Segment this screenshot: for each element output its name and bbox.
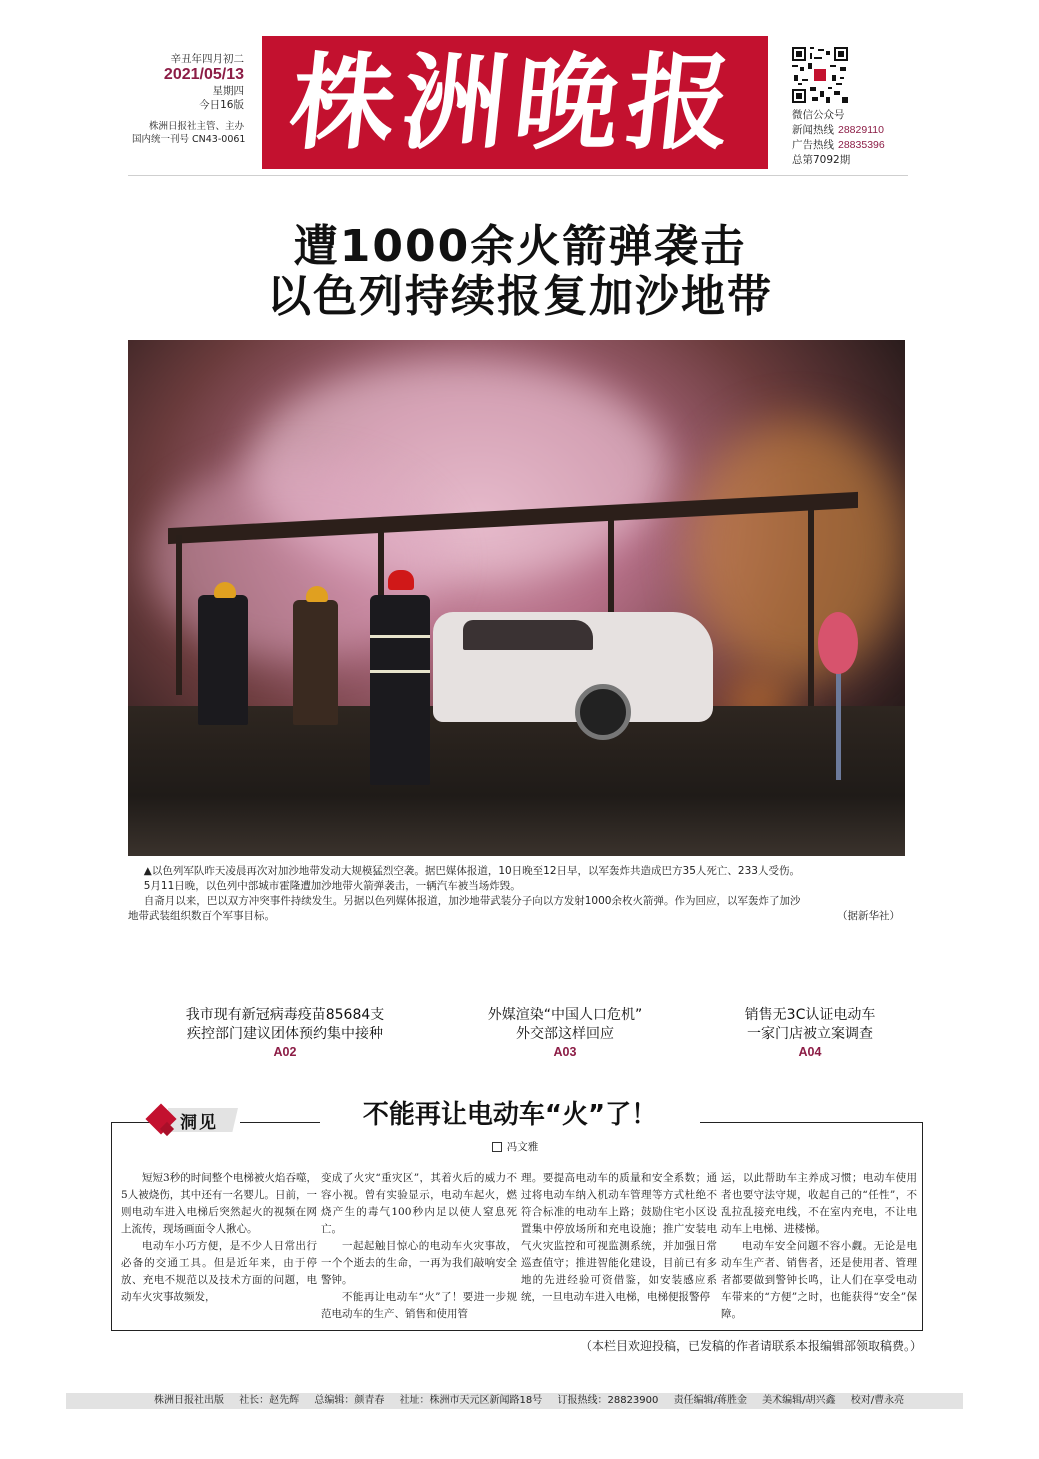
- masthead-right-info: [792, 47, 942, 168]
- masthead-left-info: [132, 52, 244, 146]
- lead-photo[interactable]: [128, 340, 905, 856]
- no-entry-sign: [818, 612, 858, 674]
- issue-number: 总第7092期: [792, 154, 851, 166]
- footer-subscription: 订报热线：28823900: [557, 1395, 659, 1406]
- footer-responsible-editor: 责任编辑/蒋胜金: [673, 1395, 747, 1406]
- caption-paragraph: 5月11日晚，以色列中部城市霍隆遭加沙地带火箭弹袭击，一辆汽车被当场炸毁。: [143, 880, 521, 892]
- firefighter: [293, 600, 338, 725]
- issue-date: 2021/05/13: [163, 66, 244, 83]
- body-paragraph: 电动车安全问题不容小觑。无论是电动车生产者、销售者，还是使用者、管理者都要做到警钟长鸣，让人们在享受电动车带来的“方便”之时，也能获得“安全”保障。: [721, 1240, 917, 1320]
- body-paragraph: 理。要提高电动车的质量和安全系数；通过将电动车纳入机动车管理等方式杜绝不符合标准的电动车上路；鼓励住宅小区设置集中停放场所和充电设施；推广安装电气火灾监控和可视监测系统，并加强日常巡查值守；推进智能化建设，目前已有多地的先进经验可资借鉴，如安装感应系统，一旦电动车进入电梯，电梯便报警停: [521, 1172, 717, 1303]
- news-hotline-row: [792, 123, 942, 138]
- firefighter: [198, 595, 248, 725]
- teaser-line: 外媒渲染“中国人口危机”: [487, 1007, 643, 1023]
- teaser-line: 一家门店被立案调查: [747, 1026, 873, 1042]
- news-hotline-number: 28829110: [838, 124, 884, 136]
- text-column: [721, 1170, 917, 1323]
- teaser-page-ref: A03: [553, 1045, 577, 1059]
- caption-source: （据新华社）: [837, 910, 900, 922]
- masthead-divider: [128, 175, 908, 176]
- caption-paragraph: 自斋月以来，巴以双方冲突事件持续发生。另据以色列媒体报道，加沙地带武装分子向以方发射1000余枚火箭弹。作为回应，以军轰炸了加沙: [143, 895, 801, 907]
- teaser-line: 外交部这样回应: [516, 1026, 614, 1042]
- weekday: 星期四: [212, 85, 244, 97]
- ad-hotline-number: 28835396: [838, 139, 885, 151]
- teaser-a02[interactable]: [160, 1006, 410, 1060]
- body-paragraph: 不能再让电动车“火”了！要进一步规范电动车的生产、销售和使用管: [321, 1291, 517, 1320]
- serial-number: 国内统一刊号 CN43-0061: [132, 134, 246, 145]
- text-column: [321, 1170, 517, 1323]
- publisher-line: 株洲日报社主管、主办: [148, 121, 244, 132]
- box-top-rule: [240, 1122, 320, 1123]
- footer-proofreader: 校对/曹永亮: [850, 1395, 905, 1406]
- ad-hotline-label: 广告热线: [792, 139, 834, 151]
- body-paragraph: 变成了火灾“重灾区”，其着火后的威力不容小视。曾有实验显示，电动车起火，燃烧产生的毒气100秒内足以使人窒息死亡。: [321, 1172, 517, 1235]
- body-paragraph: 短短3秒的时间整个电梯被火焰吞噬，5人被烧伤，其中还有一名婴儿。日前，一则电动车进入电梯后突然起火的视频在网上流传，现场画面令人揪心。: [121, 1172, 317, 1235]
- photo-caption: [128, 864, 908, 924]
- teaser-a03[interactable]: [465, 1006, 665, 1060]
- box-top-rule: [700, 1122, 922, 1123]
- teaser-line: 销售无3C认证电动车: [744, 1007, 876, 1023]
- column-tag: [148, 1106, 238, 1134]
- firefighter: [370, 595, 430, 785]
- commentary-byline: [420, 1139, 610, 1154]
- wechat-label: 微信公众号: [792, 109, 845, 121]
- footer-address: 社址：株洲市天元区新闻路18号: [399, 1395, 543, 1406]
- lead-headline[interactable]: [120, 222, 920, 322]
- footer-publisher: 株洲日报社出版: [154, 1395, 224, 1406]
- body-paragraph: 运，以此帮助车主养成习惯；电动车使用者也要守法守规，收起自己的“任性”，不乱拉乱接充电线，不在室内充电，不让电动车上电梯、进楼梯。: [721, 1172, 917, 1235]
- caption-paragraph: ▲以色列军队昨天凌晨再次对加沙地带发动大规模猛烈空袭。据巴媒体报道，10日晚至12日早，以军轰炸共造成巴方35人死亡、233人受伤。: [143, 865, 800, 877]
- lunar-date: 辛丑年四月初二: [170, 53, 244, 65]
- ad-hotline-row: [792, 138, 942, 153]
- wet-street: [128, 706, 905, 856]
- teaser-page-ref: A02: [273, 1045, 297, 1059]
- logo-text: 株洲晚报: [284, 40, 746, 164]
- teaser-page-ref: A04: [798, 1045, 822, 1059]
- text-column: [521, 1170, 717, 1323]
- commentary-body: [121, 1170, 921, 1323]
- body-paragraph: 电动车小巧方便，是不少人日常出行必备的交通工具。但是近年来，由于停放、充电不规范以及技术方面的问题，电动车火灾事故频发，: [121, 1240, 317, 1303]
- teaser-a04[interactable]: [720, 1006, 900, 1060]
- page-teasers: [160, 1006, 900, 1060]
- author-name: 冯文雅: [506, 1141, 539, 1153]
- caption-paragraph: 地带武装组织数百个军事目标。: [128, 910, 275, 922]
- news-hotline-label: 新闻热线: [792, 124, 834, 136]
- wechat-qr-code-icon[interactable]: [792, 47, 848, 103]
- footer-president: 社长：赵先辉: [239, 1395, 300, 1406]
- teaser-line: 疾控部门建议团体预约集中接种: [187, 1026, 383, 1042]
- submission-note: （本栏目欢迎投稿，已发稿的作者请联系本报编辑部领取稿费。）: [579, 1339, 922, 1353]
- text-column: [121, 1170, 317, 1323]
- footer-art-editor: 美术编辑/胡兴鑫: [762, 1395, 836, 1406]
- teaser-line: 我市现有新冠病毒疫苗85684支: [185, 1007, 385, 1023]
- newspaper-logo: [262, 36, 768, 169]
- byline-square-icon: [492, 1142, 502, 1152]
- body-paragraph: 一起起触目惊心的电动车火灾事故，一个个逝去的生命，一再为我们敲响安全警钟。: [321, 1240, 517, 1286]
- commentary-title[interactable]: 不能再让电动车“火”了！: [362, 1100, 658, 1130]
- column-tag-label: 洞见: [180, 1113, 218, 1133]
- headline-line-1: 遭1000余火箭弹袭击: [293, 221, 747, 272]
- headline-line-2: 以色列持续报复加沙地带: [267, 271, 773, 322]
- pages-today: 今日16版: [199, 99, 244, 111]
- footer-editor-in-chief: 总编辑：颜青春: [314, 1395, 385, 1406]
- footer-bar: [66, 1393, 963, 1409]
- white-car: [433, 612, 713, 722]
